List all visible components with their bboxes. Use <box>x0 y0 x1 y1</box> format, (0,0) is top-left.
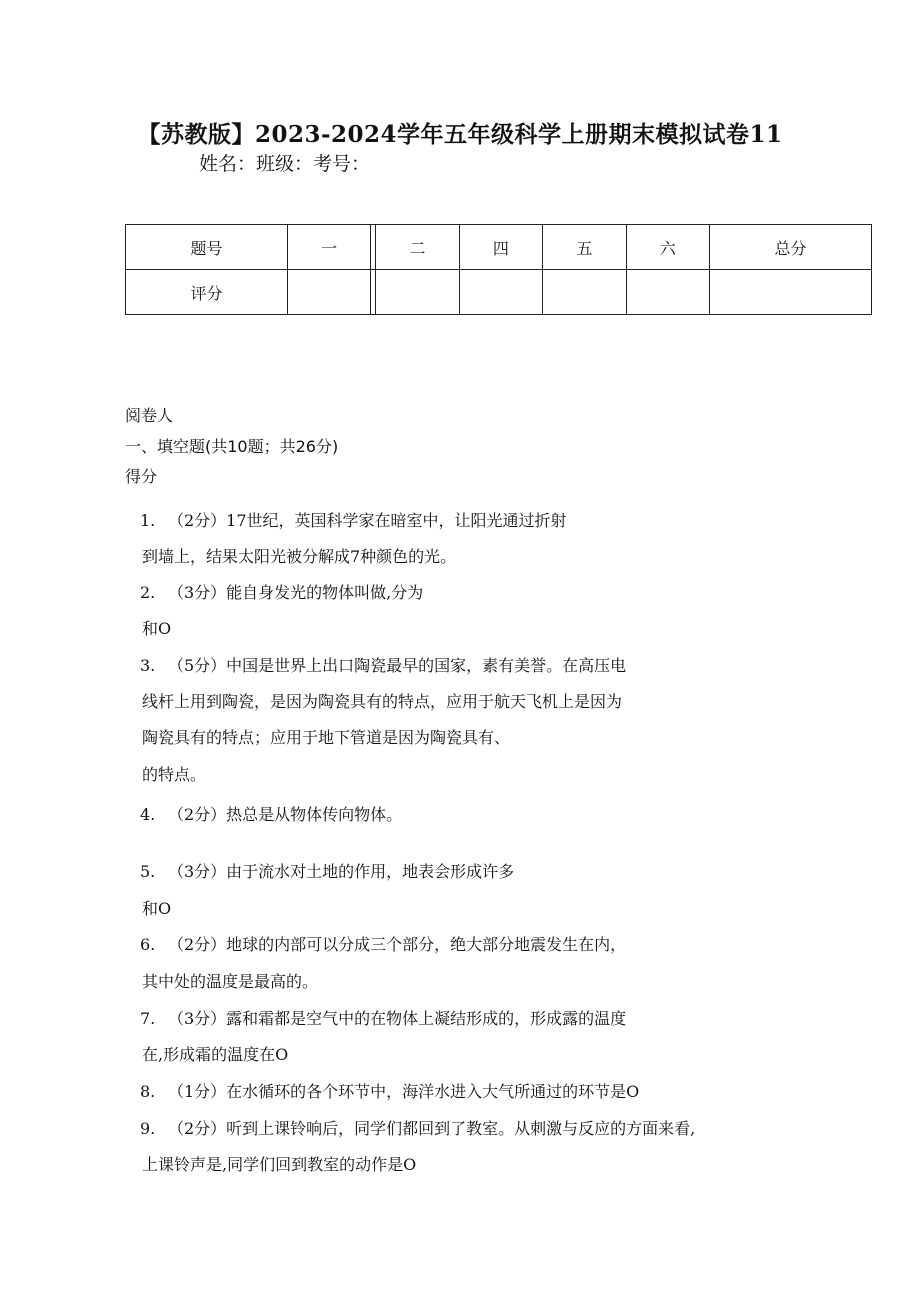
question-number: 7. <box>140 1009 156 1028</box>
score-cell: 题号 <box>126 225 288 270</box>
question-continuation: 线杆上用到陶瓷，是因为陶瓷具有的特点，应用于航天飞机上是因为 <box>142 692 623 711</box>
question-continuation: 和O <box>142 899 172 918</box>
score-cell: 四 <box>459 225 542 270</box>
question-continuation: 到墙上，结果太阳光被分解成7种颜色的光。 <box>142 547 457 566</box>
question-number: 2. <box>140 583 156 602</box>
question-number: 5. <box>140 862 156 881</box>
question-3 <box>140 653 626 676</box>
question-9 <box>140 1116 695 1139</box>
question-text: （2分）听到上课铃响后，同学们都回到了教室。从刺激与反应的方面来看, <box>168 1119 696 1138</box>
question-number: 6. <box>140 935 156 954</box>
score-cell: 一 <box>287 225 370 270</box>
question-2 <box>140 580 423 603</box>
student-info: 姓名：班级：考号： <box>199 153 371 175</box>
score-input-cell[interactable] <box>626 270 709 315</box>
question-7 <box>140 1006 626 1029</box>
score-cell: 总分 <box>709 225 871 270</box>
question-number: 1. <box>140 511 156 530</box>
question-text: （3分）能自身发光的物体叫做,分为 <box>168 583 424 602</box>
question-number: 8. <box>140 1082 156 1101</box>
question-continuation: 在,形成霜的温度在O <box>142 1045 289 1064</box>
score-table <box>125 224 872 315</box>
score-cell: 评分 <box>126 270 288 315</box>
score-input-cell[interactable] <box>543 270 626 315</box>
score-cell: 五 <box>543 225 626 270</box>
question-continuation: 上课铃声是,同学们回到教室的动作是O <box>142 1155 417 1174</box>
question-number: 9. <box>140 1119 156 1138</box>
score-cell: 二 <box>376 225 459 270</box>
question-text: （2分）17世纪，英国科学家在暗室中，让阳光通过折射 <box>168 511 567 530</box>
score-cell: 六 <box>626 225 709 270</box>
question-continuation: 的特点。 <box>142 765 207 784</box>
score-table-header-row <box>126 225 872 270</box>
score-input-cell[interactable] <box>376 270 459 315</box>
score-label: 得分 <box>125 467 158 486</box>
question-text: （1分）在水循环的各个环节中，海洋水进入大气所通过的环节是O <box>168 1082 640 1101</box>
question-continuation: 陶瓷具有的特点；应用于地下管道是因为陶瓷具有、 <box>142 728 511 747</box>
question-text: （3分）由于流水对土地的作用，地表会形成许多 <box>168 862 515 881</box>
question-1 <box>140 508 567 531</box>
score-input-cell[interactable] <box>709 270 871 315</box>
score-input-cell[interactable] <box>287 270 370 315</box>
question-8 <box>140 1079 639 1102</box>
question-text: （5分）中国是世界上出口陶瓷最早的国家，素有美誉。在高压电 <box>168 656 627 675</box>
question-continuation: 其中处的温度是最高的。 <box>142 972 319 991</box>
question-number: 4. <box>140 805 156 824</box>
question-text: （3分）露和霜都是空气中的在物体上凝结形成的，形成露的温度 <box>168 1009 627 1028</box>
question-text: （2分）热总是从物体传向物体。 <box>168 805 403 824</box>
question-4 <box>140 802 402 825</box>
score-input-cell[interactable] <box>459 270 542 315</box>
question-6 <box>140 932 626 955</box>
question-text: （2分）地球的内部可以分成三个部分，绝大部分地震发生在内， <box>168 935 627 954</box>
section-heading: 一、填空题(共10题；共26分) <box>125 437 339 456</box>
score-table-score-row <box>126 270 872 315</box>
exam-title: 【苏教版】2023-2024学年五年级科学上册期末模拟试卷11 <box>137 121 783 148</box>
question-5 <box>140 859 514 882</box>
question-continuation: 和O <box>142 619 172 638</box>
reviewer-label: 阅卷人 <box>125 406 174 425</box>
question-number: 3. <box>140 656 156 675</box>
